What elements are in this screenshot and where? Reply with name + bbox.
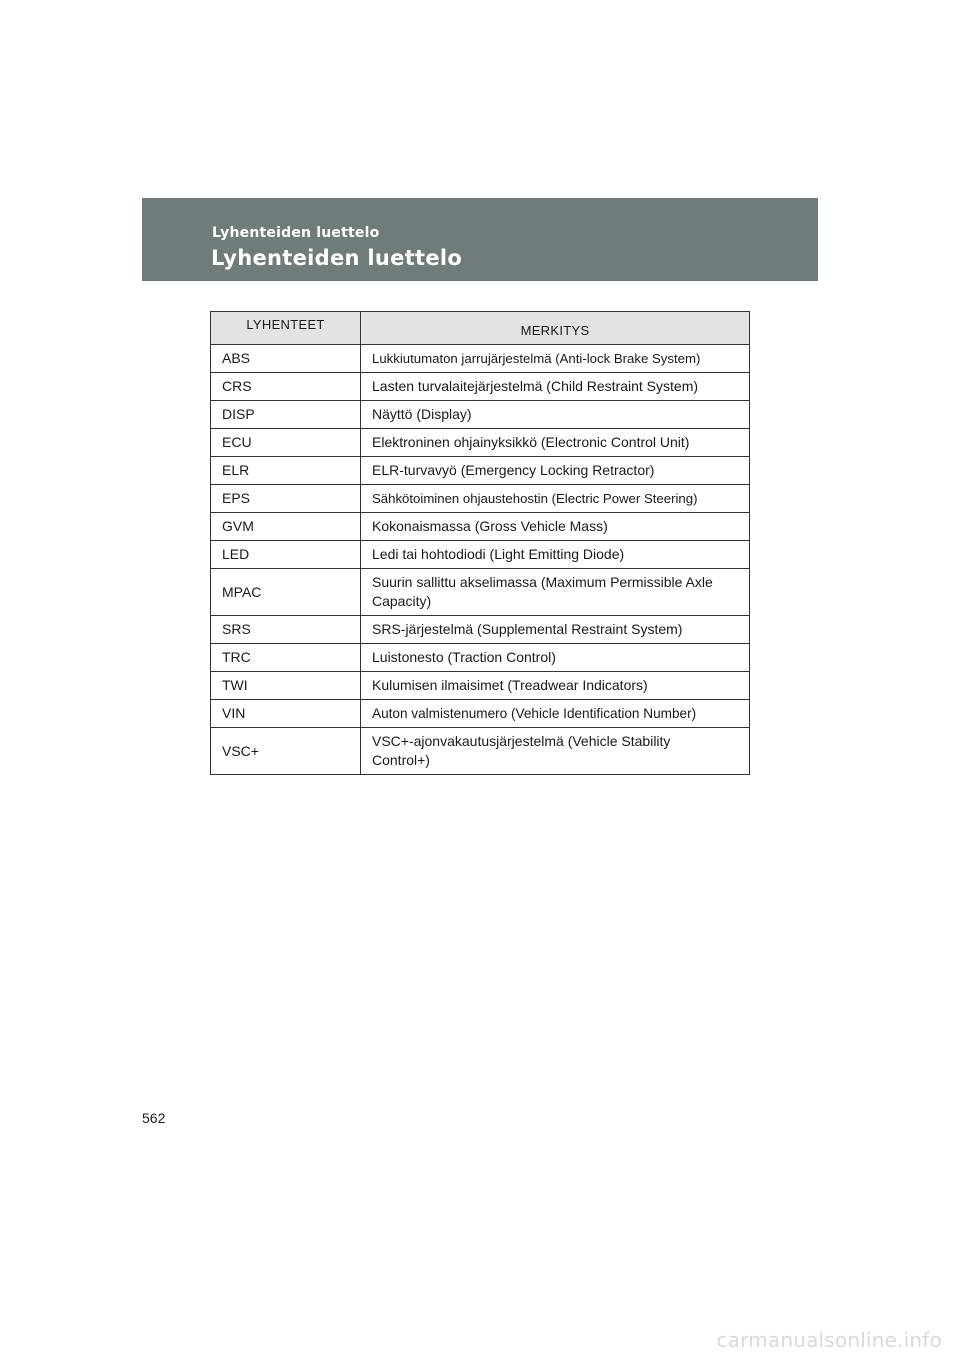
section-header-band [142, 198, 818, 281]
abbreviation-cell: TWI [211, 672, 361, 700]
meaning-cell: Lasten turvalaitejärjestelmä (Child Restraint System) [361, 373, 750, 401]
table-row [211, 401, 750, 429]
meaning-cell: Näyttö (Display) [361, 401, 750, 429]
abbreviation-cell: ABS [211, 345, 361, 373]
meaning-cell: Sähkötoiminen ohjaustehostin (Electric Power Steering) [361, 485, 750, 513]
table-row [211, 644, 750, 672]
section-subtitle: Lyhenteiden luettelo [212, 225, 380, 241]
table-row [211, 672, 750, 700]
abbreviation-table [210, 311, 750, 775]
table-row [211, 728, 750, 775]
meaning-cell: Lukkiutumaton jarrujärjestelmä (Anti-lock Brake System) [361, 345, 750, 373]
column-header-abbreviation: LYHENTEET [211, 312, 361, 345]
column-header-meaning: MERKITYS [361, 312, 750, 345]
meaning-cell: Kulumisen ilmaisimet (Treadwear Indicators) [361, 672, 750, 700]
abbreviation-cell: TRC [211, 644, 361, 672]
abbreviation-cell: DISP [211, 401, 361, 429]
meaning-cell: SRS-järjestelmä (Supplemental Restraint System) [361, 616, 750, 644]
table-row [211, 429, 750, 457]
abbreviation-cell: GVM [211, 513, 361, 541]
abbreviation-cell: SRS [211, 616, 361, 644]
meaning-cell: Elektroninen ohjainyksikkö (Electronic Control Unit) [361, 429, 750, 457]
page-number: 562 [142, 1110, 166, 1126]
abbreviation-cell: MPAC [211, 569, 361, 616]
meaning-cell: ELR-turvavyö (Emergency Locking Retractor) [361, 457, 750, 485]
abbreviation-cell: VIN [211, 700, 361, 728]
table-row [211, 485, 750, 513]
table-row [211, 457, 750, 485]
abbreviation-cell: CRS [211, 373, 361, 401]
meaning-cell: Ledi tai hohtodiodi (Light Emitting Diode) [361, 541, 750, 569]
abbreviation-cell: EPS [211, 485, 361, 513]
table-row [211, 616, 750, 644]
table-row [211, 569, 750, 616]
abbreviation-cell: ELR [211, 457, 361, 485]
table-row [211, 541, 750, 569]
abbreviation-cell: ECU [211, 429, 361, 457]
meaning-cell: Kokonaismassa (Gross Vehicle Mass) [361, 513, 750, 541]
meaning-cell: Auton valmistenumero (Vehicle Identification Number) [361, 700, 750, 728]
site-watermark: carmanualsonline.info [716, 1328, 942, 1352]
table-row [211, 373, 750, 401]
abbreviation-cell: VSC+ [211, 728, 361, 775]
table-header-row [211, 312, 750, 345]
meaning-cell: VSC+-ajonvakautusjärjestelmä (Vehicle Stability Control+) [361, 728, 750, 775]
meaning-cell: Luistonesto (Traction Control) [361, 644, 750, 672]
meaning-cell: Suurin sallittu akselimassa (Maximum Permissible Axle Capacity) [361, 569, 750, 616]
abbreviation-cell: LED [211, 541, 361, 569]
section-title: Lyhenteiden luettelo [211, 246, 463, 270]
table-row [211, 345, 750, 373]
table-row [211, 700, 750, 728]
table-row [211, 513, 750, 541]
